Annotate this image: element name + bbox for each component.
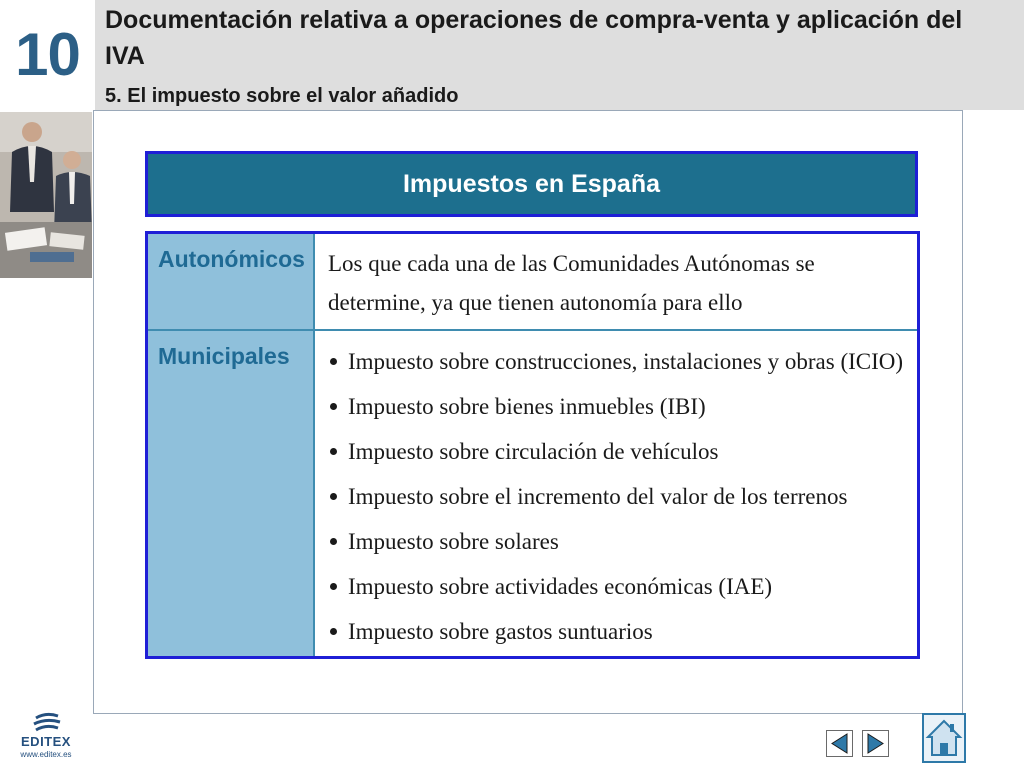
home-button[interactable] [922, 713, 966, 763]
logo-url: www.editex.es [20, 750, 72, 759]
list-item [328, 519, 918, 564]
table-row-autonomicos [148, 234, 917, 331]
bullet-icon [330, 583, 337, 590]
bullet-icon [330, 448, 337, 455]
list-item [328, 609, 918, 654]
bullet-icon [330, 538, 337, 545]
list-item [328, 339, 918, 384]
table-title: Impuestos en España [145, 151, 918, 217]
section-subtitle: 5. El impuesto sobre el valor añadido [105, 85, 459, 107]
chapter-number: 10 [0, 0, 95, 110]
bullet-icon [330, 493, 337, 500]
category-autonomicos: Autonómicos [148, 234, 315, 329]
category-municipales: Municipales [148, 331, 315, 656]
previous-button[interactable] [826, 730, 853, 757]
business-people-photo [0, 112, 92, 278]
list-item-text: Impuesto sobre el incremento del valor de los terrenos [348, 484, 848, 509]
list-item [328, 564, 918, 609]
editex-logo[interactable] [14, 712, 78, 762]
list-item-text: Impuesto sobre actividades económicas (IAE) [348, 574, 773, 599]
list-item [328, 429, 918, 474]
logo-text: EDITEX [21, 734, 71, 749]
list-item [328, 384, 918, 429]
table-row-municipales [148, 331, 917, 656]
bullet-icon [330, 403, 337, 410]
municipal-tax-list [328, 339, 918, 654]
description-autonomicos: Los que cada una de las Comunidades Autónomas se determine, ya que tienen autonomía para ello [328, 251, 815, 315]
list-item-text: Impuesto sobre solares [348, 529, 559, 554]
list-item-text: Impuesto sobre construcciones, instalaciones y obras (ICIO) [348, 349, 904, 374]
arrow-left-icon [827, 731, 852, 756]
next-button[interactable] [862, 730, 889, 757]
home-icon [924, 715, 964, 761]
editex-logo-icon [14, 712, 78, 734]
arrow-right-icon [863, 731, 888, 756]
list-item [328, 474, 918, 519]
tax-table [145, 231, 920, 659]
bullet-icon [330, 358, 337, 365]
list-item-text: Impuesto sobre bienes inmuebles (IBI) [348, 394, 706, 419]
bullet-icon [330, 628, 337, 635]
list-item-text: Impuesto sobre gastos suntuarios [348, 619, 653, 644]
list-item-text: Impuesto sobre circulación de vehículos [348, 439, 719, 464]
page-title: Documentación relativa a operaciones de compra-venta y aplicación del IVA [105, 6, 963, 70]
